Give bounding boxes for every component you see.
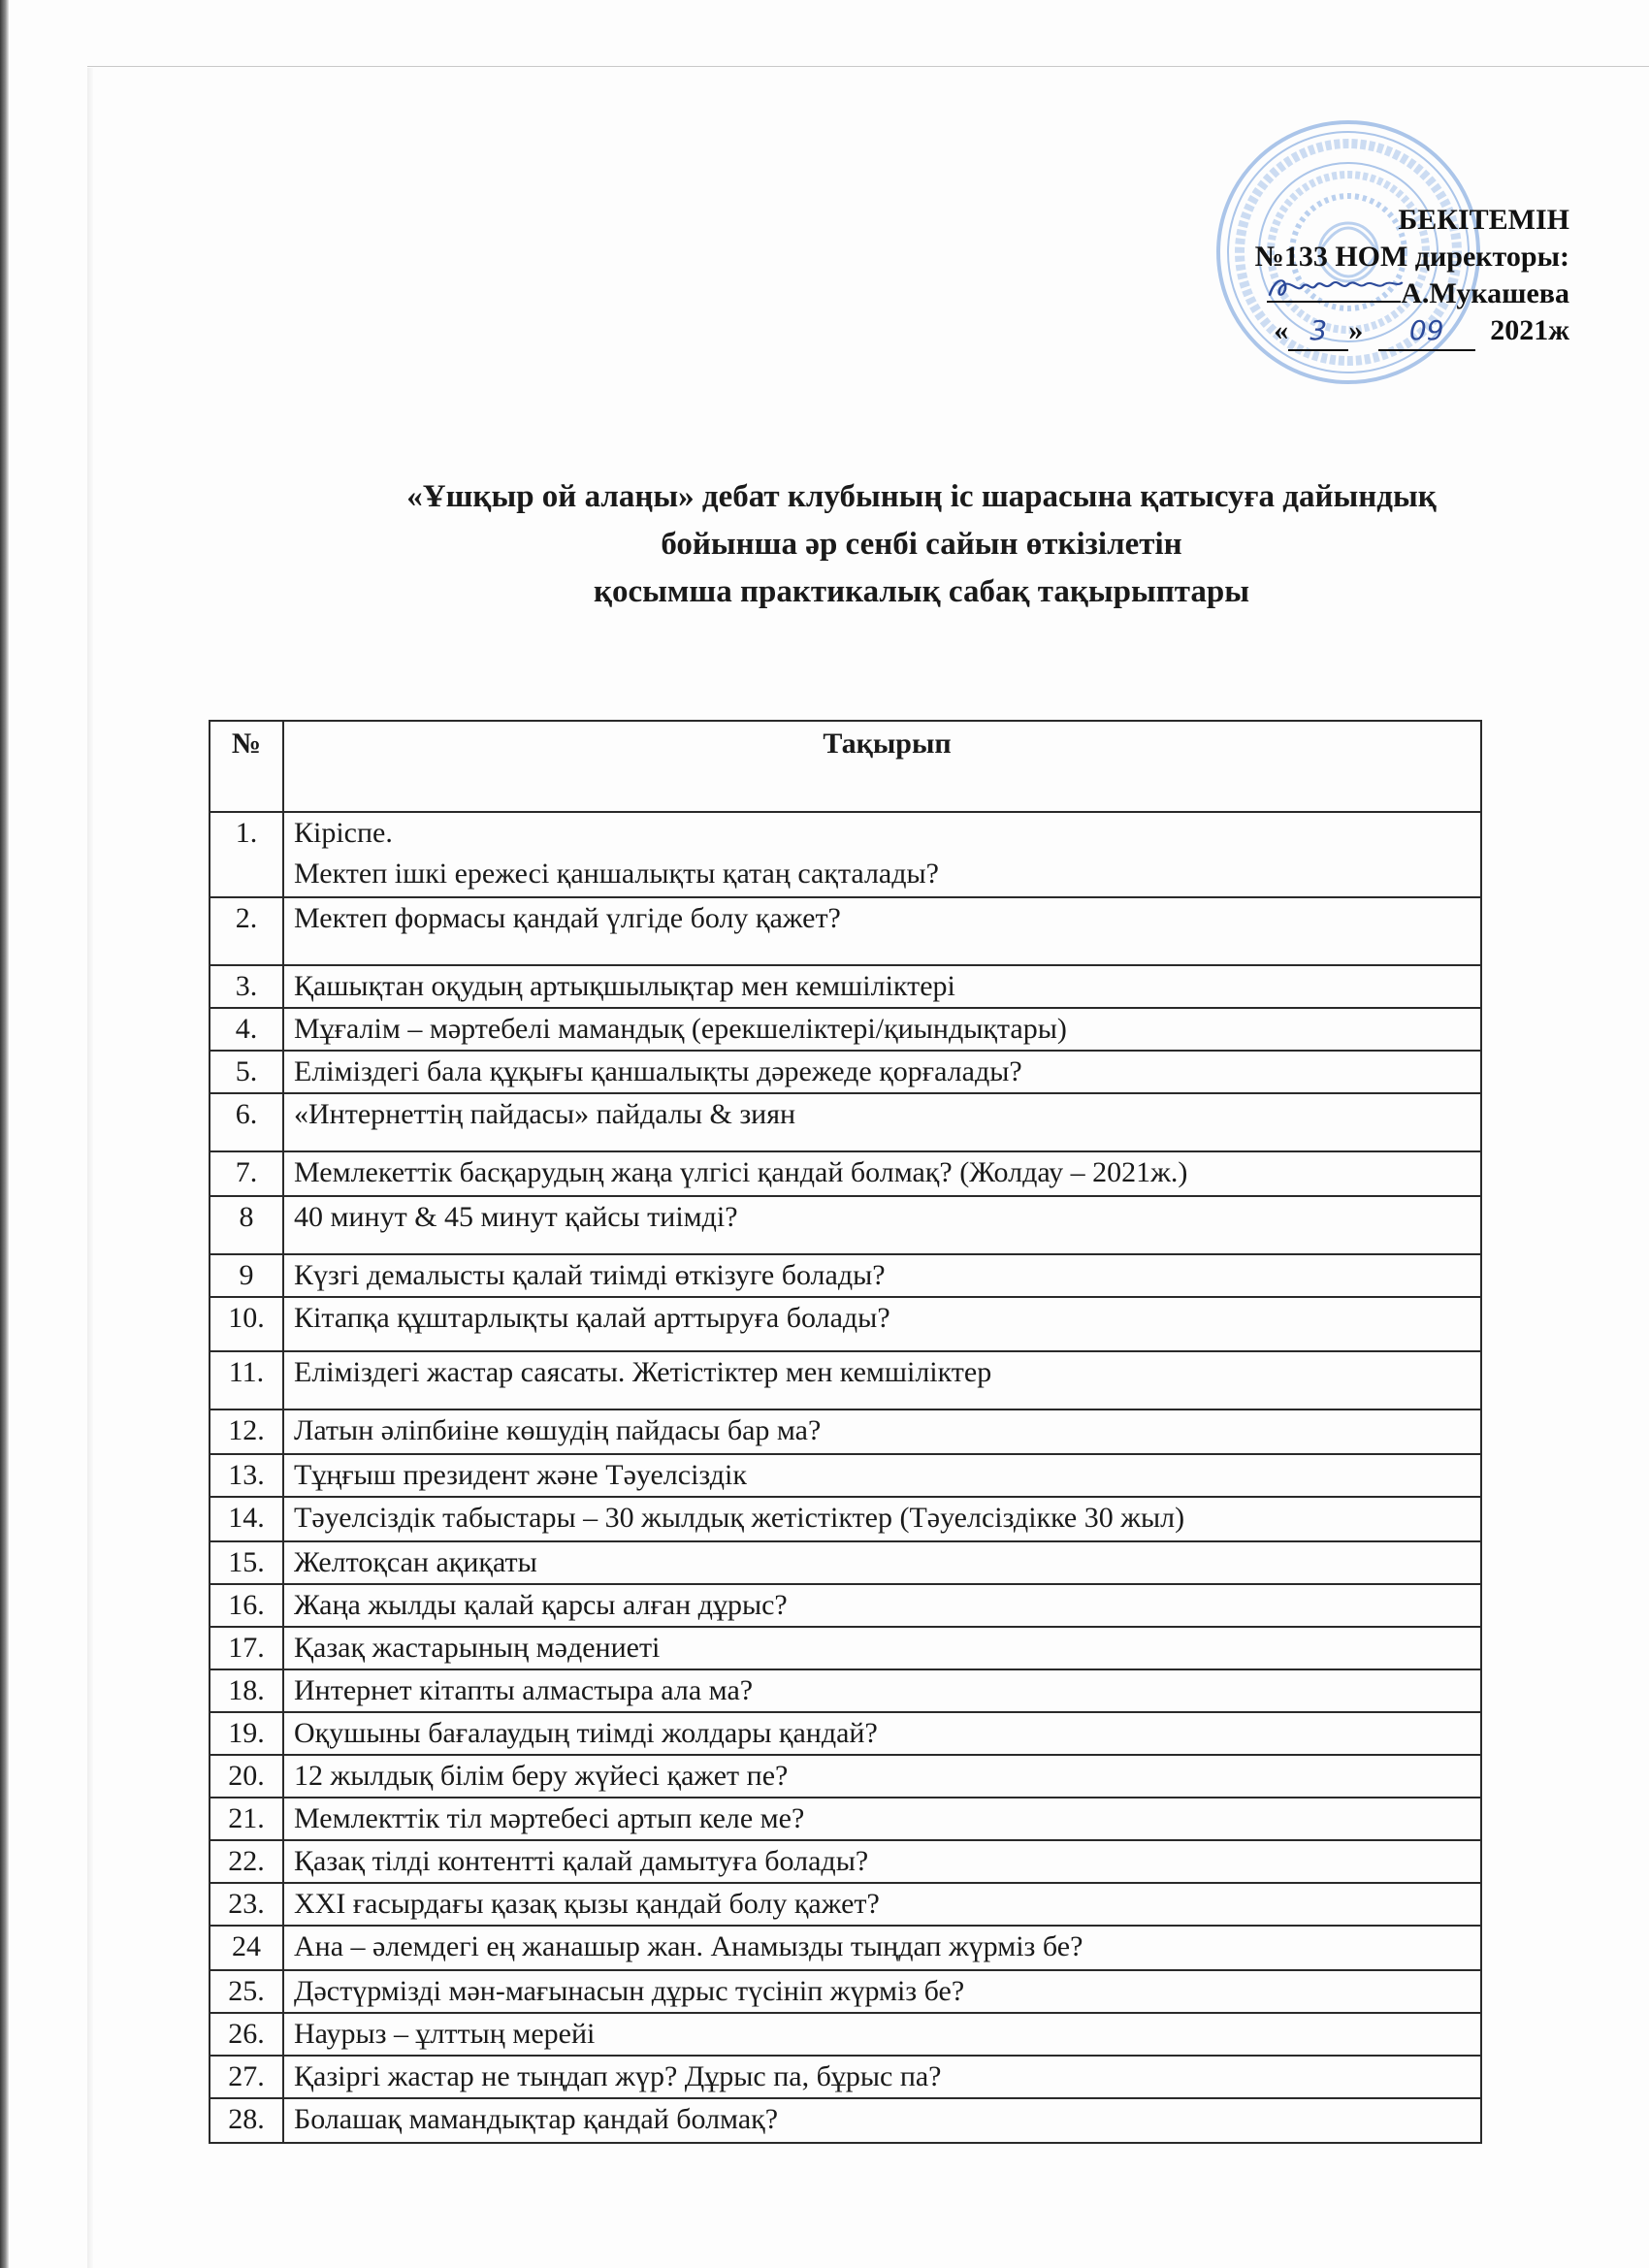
row-topic [283, 1093, 1481, 1151]
row-number-text: 13. [228, 1459, 265, 1491]
row-topic-text: Оқушыны бағалаудың тиімді жолдары қандай? [294, 1717, 878, 1749]
row-number-text: 17. [228, 1632, 265, 1664]
date-open-quote: « [1274, 314, 1289, 346]
row-number [210, 965, 283, 1008]
row-topic [283, 1584, 1481, 1627]
row-topic-text: Ана – әлемдегі ең жанашыр жан. Анамызды тыңдап жүрміз бе? [294, 1930, 1083, 1962]
row-number-text: 19. [228, 1717, 265, 1749]
row-number-text: 15. [228, 1546, 265, 1578]
row-topic-line-2: Мектеп ішкі ережесі қаншалықты қатаң сақталады? [294, 858, 939, 890]
row-topic [283, 1051, 1481, 1093]
table-row [210, 897, 1481, 965]
row-number [210, 2056, 283, 2098]
row-topic-text: Дәстүрмізді мән-мағынасын дұрыс түсініп жүрміз бе? [294, 1975, 965, 2007]
row-topic [283, 1297, 1481, 1351]
row-number [210, 1254, 283, 1297]
row-number-text: 6. [235, 1098, 258, 1130]
row-number-text: 21. [228, 1802, 265, 1834]
table-row [210, 1151, 1481, 1196]
row-topic-text: Жаңа жылды қалай қарсы алған дұрыс? [294, 1589, 788, 1621]
page-edge-top [87, 66, 1649, 67]
row-number-text: 20. [228, 1760, 265, 1792]
title-line-1: «Ұшқыр ой алаңы» дебат клубының іс шарасына қатысуға дайындық [406, 479, 1437, 514]
date-year: 2021ж [1490, 314, 1569, 346]
document-title [291, 473, 1552, 616]
signature-blank [1267, 275, 1401, 303]
row-number [210, 1970, 283, 2013]
director-signature-line [1255, 275, 1569, 312]
table-row [210, 1008, 1481, 1051]
table-row [210, 1093, 1481, 1151]
table-row [210, 2098, 1481, 2143]
row-number [210, 1840, 283, 1883]
row-number-text: 28. [228, 2103, 265, 2135]
row-number [210, 1093, 283, 1151]
director-position: №133 НОМ директоры: [1254, 241, 1569, 273]
row-topic [283, 965, 1481, 1008]
row-number [210, 1627, 283, 1669]
row-number [210, 1926, 283, 1970]
row-topic [283, 2013, 1481, 2056]
row-topic-text: XXI ғасырдағы қазақ қызы қандай болу қажет? [294, 1888, 880, 1920]
row-number [210, 2013, 283, 2056]
header-topic: Тақырып [283, 721, 1481, 812]
date-month: 09 [1408, 314, 1444, 346]
table-row [210, 1755, 1481, 1798]
table-row [210, 1926, 1481, 1970]
table-row [210, 1351, 1481, 1409]
row-topic [283, 1151, 1481, 1196]
table-row [210, 1584, 1481, 1627]
row-topic [283, 1970, 1481, 2013]
table-row [210, 1627, 1481, 1669]
table-row [210, 1840, 1481, 1883]
approval-heading: БЕКІТЕМІН [1398, 204, 1569, 236]
row-topic-text: Қазақ жастарының мәдениеті [294, 1632, 661, 1664]
row-topic [283, 1755, 1481, 1798]
row-topic-text: «Интернеттің пайдасы» пайдалы & зиян [294, 1098, 796, 1130]
row-number-text: 8 [239, 1201, 254, 1233]
row-number-text: 16. [228, 1589, 265, 1621]
table-row [210, 2013, 1481, 2056]
row-number [210, 1798, 283, 1840]
row-topic [283, 1840, 1481, 1883]
row-topic-text: Қашықтан оқудың артықшылықтар мен кемшіліктері [294, 970, 955, 1002]
row-topic-text: 12 жылдық білім беру жүйесі қажет пе? [294, 1760, 789, 1792]
table-row [210, 1798, 1481, 1840]
table-header-row [210, 721, 1481, 812]
row-topic [283, 897, 1481, 965]
row-number-text: 5. [235, 1055, 258, 1087]
row-topic-text: Мемлекттік тіл мәртебесі артып келе ме? [294, 1802, 805, 1834]
table-row [210, 965, 1481, 1008]
date-close-quote: » [1348, 314, 1364, 346]
table-row [210, 1051, 1481, 1093]
row-number-text: 22. [228, 1845, 265, 1877]
row-number-text: 24 [232, 1930, 261, 1962]
row-topic [283, 1254, 1481, 1297]
table-row [210, 2056, 1481, 2098]
row-number [210, 897, 283, 965]
row-topic-text: Интернет кітапты алмастыра ала ма? [294, 1674, 754, 1706]
row-topic-text: Еліміздегі бала құқығы қаншалықты дәрежеде қорғалады? [294, 1055, 1022, 1087]
table-row [210, 1970, 1481, 2013]
handwritten-signature [1263, 270, 1408, 303]
date-day: 3 [1310, 314, 1328, 346]
row-topic-text: Күзгі демалысты қалай тиімді өткізуге болады? [294, 1259, 886, 1291]
row-number-text: 14. [228, 1502, 265, 1534]
row-number [210, 812, 283, 897]
row-topic [283, 2098, 1481, 2143]
row-number [210, 1584, 283, 1627]
row-number [210, 1712, 283, 1755]
row-topic [283, 1712, 1481, 1755]
row-topic-line-1: Кіріспе. [294, 817, 393, 849]
row-topic [283, 1351, 1481, 1409]
date-month-slot [1378, 312, 1475, 351]
row-number-text: 7. [235, 1156, 258, 1188]
row-topic [283, 2056, 1481, 2098]
director-name: А.Мукашева [1401, 277, 1569, 309]
table-row [210, 1541, 1481, 1584]
row-topic-text: Тұңғыш президент және Тәуелсіздік [294, 1459, 747, 1491]
row-topic-text: Тәуелсіздік табыстары – 30 жылдық жетістіктер (Тәуелсіздікке 30 жыл) [294, 1502, 1185, 1534]
row-topic-text: Мұғалім – мәртебелі мамандық (ерекшеліктері/қиындықтары) [294, 1013, 1067, 1045]
row-number [210, 1669, 283, 1712]
row-topic [283, 1541, 1481, 1584]
title-line-3: қосымша практикалық сабақ тақырыптары [593, 574, 1250, 609]
row-topic [283, 1669, 1481, 1712]
row-number-text: 25. [228, 1975, 265, 2007]
date-day-slot [1288, 312, 1348, 351]
row-number [210, 1409, 283, 1454]
row-number-text: 23. [228, 1888, 265, 1920]
scan-edge [0, 0, 9, 2268]
row-number [210, 1755, 283, 1798]
row-number [210, 2098, 283, 2143]
row-topic-text: Желтоқсан ақиқаты [294, 1546, 537, 1578]
header-number: № [210, 721, 283, 812]
table-row [210, 1454, 1481, 1497]
row-number [210, 1541, 283, 1584]
table-row [210, 1712, 1481, 1755]
table-row [210, 1196, 1481, 1254]
row-number-text: 3. [235, 970, 258, 1002]
row-topic [283, 812, 1481, 897]
topics-table [209, 720, 1482, 2144]
row-number-text: 11. [228, 1356, 265, 1388]
row-number-text: 1. [235, 817, 258, 849]
row-number-text: 4. [235, 1013, 258, 1045]
row-number [210, 1151, 283, 1196]
row-number-text: 12. [228, 1414, 265, 1446]
row-number [210, 1008, 283, 1051]
row-topic-text: Болашақ мамандықтар қандай болмақ? [294, 2103, 779, 2135]
row-topic-text: Кітапқа құштарлықты қалай арттыруға болады? [294, 1302, 890, 1334]
row-topic [283, 1798, 1481, 1840]
row-topic-text: Еліміздегі жастар саясаты. Жетістіктер мен кемшіліктер [294, 1356, 992, 1388]
row-number [210, 1497, 283, 1541]
row-number [210, 1351, 283, 1409]
row-topic [283, 1926, 1481, 1970]
row-number-text: 9 [239, 1259, 254, 1291]
page-edge-left [87, 68, 93, 2268]
row-topic-text: Мектеп формасы қандай үлгіде болу қажет? [294, 902, 841, 934]
row-number [210, 1196, 283, 1254]
table-row [210, 1254, 1481, 1297]
row-topic [283, 1409, 1481, 1454]
table-row [210, 1497, 1481, 1541]
table-row [210, 1883, 1481, 1926]
approval-block [1255, 202, 1569, 349]
row-topic-text: 40 минут & 45 минут қайсы тиімді? [294, 1201, 738, 1233]
row-topic-text: Қазіргі жастар не тыңдап жүр? Дұрыс па, бұрыс па? [294, 2060, 942, 2092]
row-number-text: 2. [235, 902, 258, 934]
title-line-2: бойынша әр сенбі сайын өткізілетін [661, 527, 1182, 562]
row-topic-text: Наурыз – ұлттың мерейі [294, 2018, 596, 2050]
row-topic [283, 1497, 1481, 1541]
approval-date [1255, 312, 1569, 349]
table-row [210, 1409, 1481, 1454]
row-topic [283, 1008, 1481, 1051]
row-number-text: 26. [228, 2018, 265, 2050]
table-row [210, 1669, 1481, 1712]
row-topic-text: Мемлекеттік басқарудың жаңа үлгісі қандай болмақ? (Жолдау – 2021ж.) [294, 1156, 1188, 1188]
table-row [210, 1297, 1481, 1351]
row-topic [283, 1627, 1481, 1669]
table-row [210, 812, 1481, 897]
row-number [210, 1051, 283, 1093]
row-number-text: 10. [228, 1302, 265, 1334]
row-number [210, 1883, 283, 1926]
row-number [210, 1297, 283, 1351]
row-topic [283, 1883, 1481, 1926]
row-number-text: 27. [228, 2060, 265, 2092]
row-number [210, 1454, 283, 1497]
row-topic-text: Латын әліпбиіне көшудің пайдасы бар ма? [294, 1414, 822, 1446]
row-topic [283, 1454, 1481, 1497]
row-topic-text: Қазақ тілді контентті қалай дамытуға болады? [294, 1845, 869, 1877]
row-topic [283, 1196, 1481, 1254]
row-number-text: 18. [228, 1674, 265, 1706]
